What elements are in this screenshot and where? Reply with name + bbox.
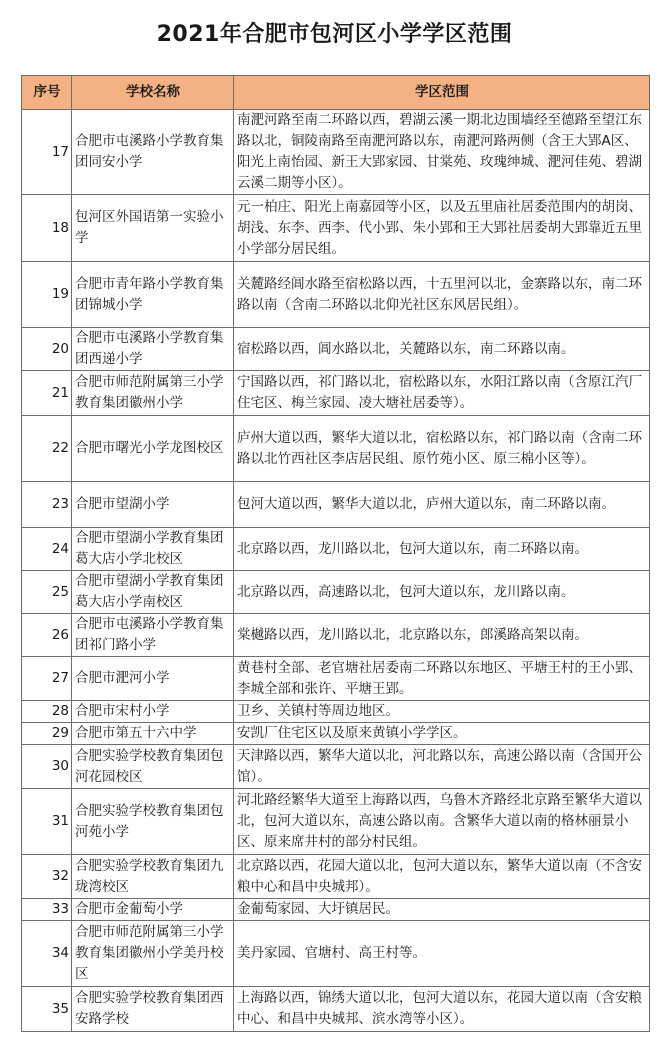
row-number: 20 (22, 328, 72, 371)
table-row (22, 262, 650, 328)
header-school-name: 学校名称 (72, 76, 234, 110)
school-name: 合肥市青年路小学教育集团锦城小学 (72, 262, 234, 328)
school-name: 合肥市望湖小学教育集团葛大店小学南校区 (72, 571, 234, 614)
school-name: 合肥实验学校教育集团包河花园校区 (72, 745, 234, 789)
table-row (22, 921, 650, 987)
zone-range: 上海路以西，锦绣大道以北，包河大道以东，花园大道以南（含安粮中心、和昌中央城邦、滨水湾等小区）。 (234, 987, 650, 1032)
row-number: 22 (22, 416, 72, 482)
row-number: 29 (22, 723, 72, 745)
zone-range: 金葡萄家园、大圩镇居民。 (234, 899, 650, 921)
row-number: 27 (22, 657, 72, 701)
table-row (22, 328, 650, 371)
school-name: 合肥实验学校教育集团西安路学校 (72, 987, 234, 1032)
zone-range: 卫乡、关镇村等周边地区。 (234, 701, 650, 723)
table-row (22, 110, 650, 195)
row-number: 35 (22, 987, 72, 1032)
school-name: 合肥实验学校教育集团九珑湾校区 (72, 855, 234, 899)
table-row (22, 614, 650, 657)
zone-range: 包河大道以西，繁华大道以北，庐州大道以东，南二环路以南。 (234, 482, 650, 528)
zone-range: 美丹家园、官塘村、高王村等。 (234, 921, 650, 987)
table-row (22, 789, 650, 855)
row-number: 28 (22, 701, 72, 723)
school-name: 合肥实验学校教育集团包河苑小学 (72, 789, 234, 855)
row-number: 17 (22, 110, 72, 195)
table-header-row (22, 76, 650, 110)
row-number: 19 (22, 262, 72, 328)
school-zone-table (21, 75, 650, 1032)
zone-range: 河北路经繁华大道至上海路以西，乌鲁木齐路经北京路至繁华大道以北，包河大道以东，高速公路以南。含繁华大道以南的格林丽景小区、原来席井村的部分村民组。 (234, 789, 650, 855)
school-name: 合肥市淝河小学 (72, 657, 234, 701)
school-name: 合肥市屯溪路小学教育集团同安小学 (72, 110, 234, 195)
zone-range: 南淝河路至南二环路以西，碧湖云溪一期北边围墙经至德路至望江东路以北，铜陵南路至南淝河路以东，南淝河路两侧（含王大郢A区、阳光上南怡园、新王大郢家园、甘棠苑、玫瑰绅城、淝河佳苑、碧湖云溪二期等小区）。 (234, 110, 650, 195)
school-name: 合肥市屯溪路小学教育集团西递小学 (72, 328, 234, 371)
row-number: 30 (22, 745, 72, 789)
row-number: 33 (22, 899, 72, 921)
table-row (22, 528, 650, 571)
page-title: 2021年合肥市包河区小学学区范围 (156, 21, 513, 47)
header-number: 序号 (22, 76, 72, 110)
row-number: 21 (22, 371, 72, 416)
row-number: 24 (22, 528, 72, 571)
school-name: 包河区外国语第一实验小学 (72, 195, 234, 262)
row-number: 23 (22, 482, 72, 528)
school-name: 合肥市金葡萄小学 (72, 899, 234, 921)
zone-range: 天津路以西，繁华大道以北，河北路以东，高速公路以南（含国开公馆）。 (234, 745, 650, 789)
row-number: 32 (22, 855, 72, 899)
row-number: 18 (22, 195, 72, 262)
table-row (22, 723, 650, 745)
school-name: 合肥市宋村小学 (72, 701, 234, 723)
table-row (22, 701, 650, 723)
table-row (22, 416, 650, 482)
zone-range: 庐州大道以西，繁华大道以北，宿松路以东，祁门路以南（含南二环路以北竹西社区李店居民组、原竹苑小区、原三棉小区等）。 (234, 416, 650, 482)
table-row (22, 482, 650, 528)
table-row (22, 987, 650, 1032)
zone-range: 黄巷村全部、老官塘社居委南二环路以东地区、平塘王村的王小郢、李城全部和张许、平塘王郢。 (234, 657, 650, 701)
table-row (22, 899, 650, 921)
table-row (22, 855, 650, 899)
header-zone-range: 学区范围 (234, 76, 650, 110)
zone-range: 安凯厂住宅区以及原来黄镇小学学区。 (234, 723, 650, 745)
row-number: 31 (22, 789, 72, 855)
zone-range: 关麓路经阊水路至宿松路以西，十五里河以北，金寨路以东，南二环路以南（含南二环路以北仰光社区东风居民组）。 (234, 262, 650, 328)
zone-range: 宿松路以西，阊水路以北，关麓路以东，南二环路以南。 (234, 328, 650, 371)
table-row (22, 745, 650, 789)
row-number: 26 (22, 614, 72, 657)
zone-range: 元一柏庄、阳光上南嘉园等小区，以及五里庙社居委范围内的胡岗、胡浅、东李、西李、代小郢、朱小郢和王大郢社居委胡大郢靠近五里小学部分居民组。 (234, 195, 650, 262)
school-name: 合肥市曙光小学龙图校区 (72, 416, 234, 482)
zone-range: 北京路以西，龙川路以北，包河大道以东，南二环路以南。 (234, 528, 650, 571)
zone-range: 宁国路以西，祁门路以北，宿松路以东，水阳江路以南（含原江汽厂住宅区、梅兰家园、凌大塘社居委等）。 (234, 371, 650, 416)
school-name: 合肥市屯溪路小学教育集团祁门路小学 (72, 614, 234, 657)
table-row (22, 571, 650, 614)
school-name: 合肥市望湖小学 (72, 482, 234, 528)
table-row (22, 195, 650, 262)
school-name: 合肥市望湖小学教育集团葛大店小学北校区 (72, 528, 234, 571)
school-name: 合肥市师范附属第三小学教育集团徽州小学美丹校区 (72, 921, 234, 987)
row-number: 25 (22, 571, 72, 614)
table-row (22, 371, 650, 416)
zone-range: 北京路以西，花园大道以北，包河大道以东，繁华大道以南（不含安粮中心和昌中央城邦）。 (234, 855, 650, 899)
zone-range: 北京路以西，高速路以北，包河大道以东，龙川路以南。 (234, 571, 650, 614)
school-name: 合肥市第五十六中学 (72, 723, 234, 745)
zone-range: 棠樾路以西，龙川路以北，北京路以东，郎溪路高架以南。 (234, 614, 650, 657)
table-row (22, 657, 650, 701)
row-number: 34 (22, 921, 72, 987)
school-name: 合肥市师范附属第三小学教育集团徽州小学 (72, 371, 234, 416)
